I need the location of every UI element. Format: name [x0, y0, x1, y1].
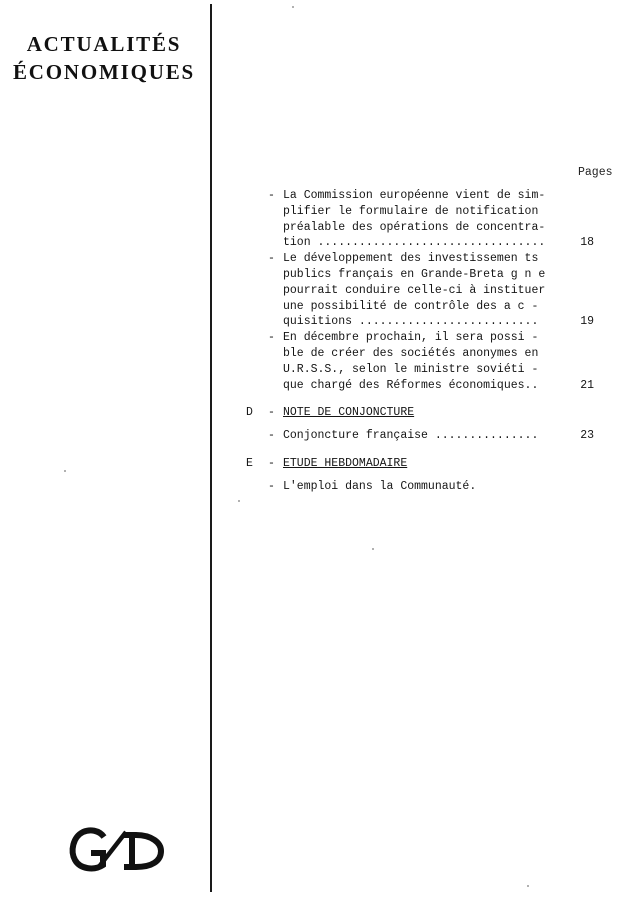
- entry-page-number: 19: [580, 315, 594, 329]
- entry-dash: -: [268, 189, 275, 202]
- section-d: [246, 405, 616, 444]
- toc-entry: [246, 330, 616, 393]
- toc-entry: [246, 188, 616, 251]
- section-item-text: L'emploi dans la Communauté.: [283, 479, 477, 493]
- entry-text: La Commission européenne vient de sim- plifier le formulaire de notification préalable des opérations de concentra- tion .................................: [283, 189, 546, 250]
- masthead-line-1: ACTUALITÉS: [26, 32, 182, 56]
- vertical-divider: [210, 4, 212, 892]
- item-dash: -: [268, 479, 275, 493]
- section-item-text: Conjoncture française ...............: [283, 429, 539, 443]
- scan-speck: [372, 548, 374, 550]
- entry-dash: -: [268, 252, 275, 266]
- scan-speck: [527, 885, 529, 887]
- scan-speck: [238, 500, 240, 502]
- section-dash: -: [268, 406, 275, 420]
- item-dash: -: [268, 429, 275, 443]
- section-item-page-number: 23: [580, 429, 594, 443]
- entry-text: Le développement des investissemen ts publics français en Grande-Breta g n e pourrait conduire celle-ci à instituer une possibilité de contrôle des a c - quisitions ..........................: [283, 252, 546, 329]
- entry-page-number: 21: [580, 378, 594, 392]
- masthead-line-2: ÉCONOMIQUES: [13, 60, 195, 84]
- table-of-contents: [246, 188, 616, 495]
- section-letter: E: [246, 456, 253, 470]
- entry-page-number: 18: [580, 236, 594, 250]
- toc-entry: [246, 251, 616, 330]
- scan-speck: [292, 6, 294, 8]
- masthead-title: [0, 30, 208, 86]
- gd-logo-icon: [66, 824, 166, 874]
- section-letter: D: [246, 406, 253, 420]
- entry-text: En décembre prochain, il sera possi - ble de créer des sociétés anonymes en U.R.S.S., selon le ministre soviéti - que chargé des Réformes économiques..: [283, 331, 539, 392]
- section-dash: -: [268, 456, 275, 470]
- pages-column-header: Pages: [578, 166, 613, 179]
- section-e: [246, 456, 616, 495]
- scan-speck: [64, 470, 66, 472]
- section-title: NOTE DE CONJONCTURE: [283, 406, 415, 420]
- section-title: ETUDE HEBDOMADAIRE: [283, 456, 408, 470]
- entry-dash: -: [268, 331, 275, 345]
